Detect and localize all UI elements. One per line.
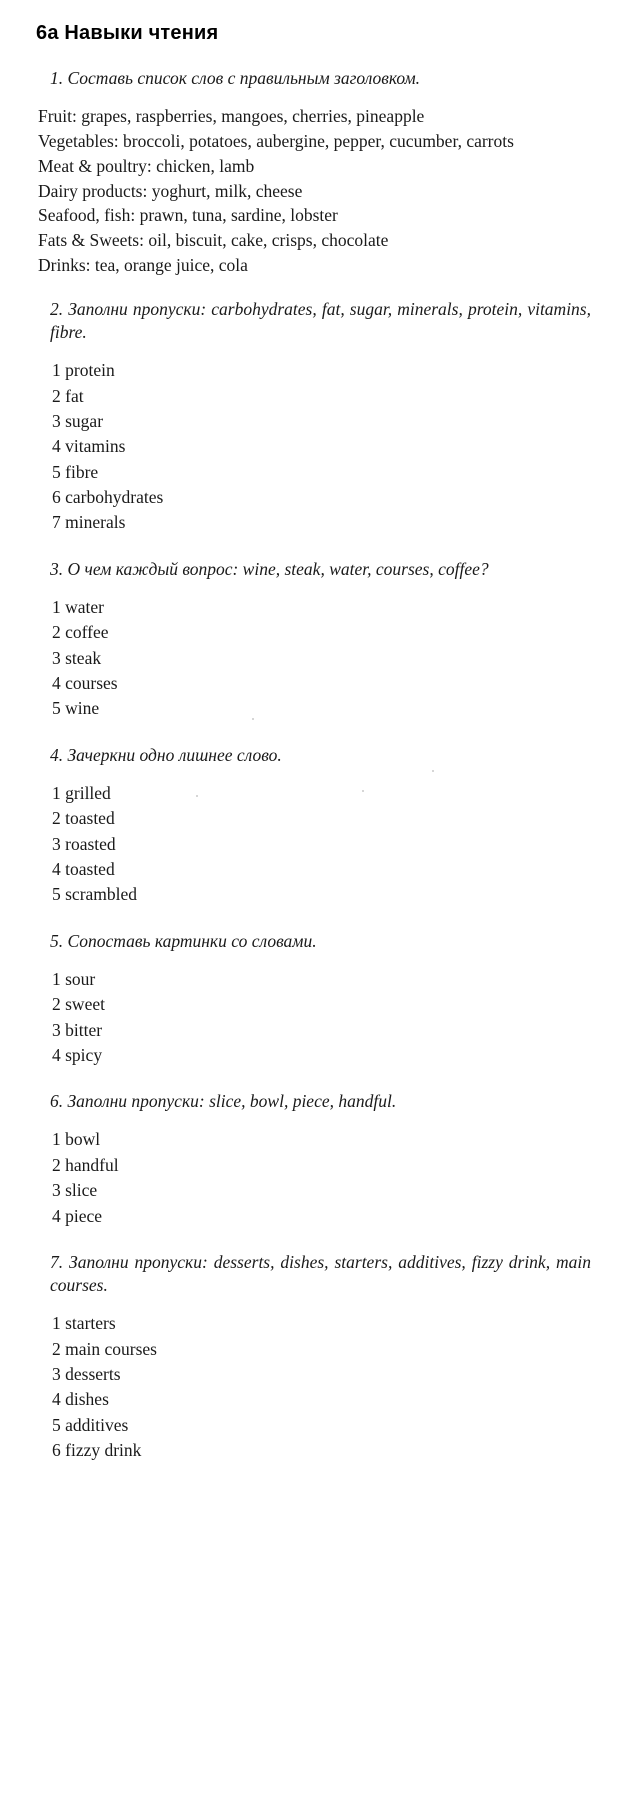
list-item: 4 vitamins — [52, 436, 126, 457]
scan-artifact-dot — [362, 790, 364, 792]
list-item: Drinks: tea, orange juice, cola — [38, 255, 248, 276]
list-item: Vegetables: broccoli, potatoes, aubergine, pepper, cucumber, carrots — [38, 130, 514, 151]
list-item: 4 dishes — [52, 1389, 109, 1410]
task-prompt: 1. Составь список слов с правильным заголовком. — [50, 68, 421, 88]
list-item: 2 main courses — [52, 1338, 157, 1359]
list-item: 4 courses — [52, 673, 118, 694]
task-prompt: 6. Заполни пропуски: slice, bowl, piece, handful. — [50, 1091, 397, 1112]
list-item: 1 grilled — [52, 782, 111, 803]
list-item: Fruit: grapes, raspberries, mangoes, cherries, pineapple — [38, 106, 425, 127]
scan-artifact-dot — [252, 718, 254, 720]
task-answer-list — [32, 781, 591, 908]
list-item: 1 bowl — [52, 1129, 101, 1150]
list-item: 6 carbohydrates — [52, 487, 164, 508]
list-item: 4 piece — [52, 1205, 103, 1226]
list-item: 5 additives — [52, 1414, 129, 1435]
list-item: 6 fizzy drink — [52, 1440, 142, 1460]
list-item: 7 minerals — [52, 512, 126, 533]
list-item: 2 fat — [52, 385, 84, 406]
list-item: 5 fibre — [52, 461, 99, 482]
task-prompt: 2. Заполни пропуски: carbohydrates, fat, sugar, minerals, protein, vitamins, fibre. — [50, 299, 591, 343]
list-item: 5 scrambled — [52, 884, 138, 905]
list-item: 3 roasted — [52, 833, 116, 854]
list-item: Fats & Sweets: oil, biscuit, cake, crisps, chocolate — [38, 230, 389, 251]
list-item: 3 bitter — [52, 1019, 103, 1040]
list-item: 1 sour — [52, 968, 96, 989]
list-item: 1 water — [52, 596, 104, 617]
task-prompt: 3. О чем каждый вопрос: wine, steak, water, courses, coffee? — [50, 558, 489, 579]
task-answer-list — [32, 104, 591, 278]
list-item: 1 starters — [52, 1313, 116, 1334]
task-prompt: 4. Зачеркни одно лишнее слово. — [50, 744, 282, 765]
task-answer-list — [32, 595, 591, 722]
list-item: 2 handful — [52, 1154, 119, 1175]
list-item: 4 spicy — [52, 1044, 103, 1065]
scan-artifact-dot — [196, 795, 198, 797]
list-item: 3 sugar — [52, 410, 104, 431]
scan-artifact-dot — [432, 770, 434, 772]
task-answer-list — [32, 967, 591, 1069]
list-item: 3 desserts — [52, 1363, 121, 1384]
task-prompt: 7. Заполни пропуски: desserts, dishes, starters, additives, fizzy drink, main courses. — [50, 1251, 591, 1296]
list-item: Seafood, fish: prawn, tuna, sardine, lobster — [38, 205, 338, 226]
page-title: 6a Навыки чтения — [36, 22, 219, 44]
list-item: 2 toasted — [52, 808, 115, 829]
list-item: 1 protein — [52, 360, 115, 381]
list-item: 4 toasted — [52, 859, 115, 879]
task-answer-list — [32, 1311, 591, 1463]
list-item: Meat & poultry: chicken, lamb — [38, 155, 255, 176]
list-item: 3 steak — [52, 647, 102, 668]
list-item: 2 coffee — [52, 622, 109, 643]
task-prompt: 5. Сопоставь картинки со словами. — [50, 930, 317, 951]
list-item: 5 wine — [52, 698, 100, 719]
list-item: 3 slice — [52, 1180, 98, 1201]
list-item: 2 sweet — [52, 994, 105, 1015]
task-answer-list — [32, 1127, 591, 1229]
list-item: Dairy products: yoghurt, milk, cheese — [38, 180, 303, 201]
task-answer-list — [32, 358, 591, 536]
